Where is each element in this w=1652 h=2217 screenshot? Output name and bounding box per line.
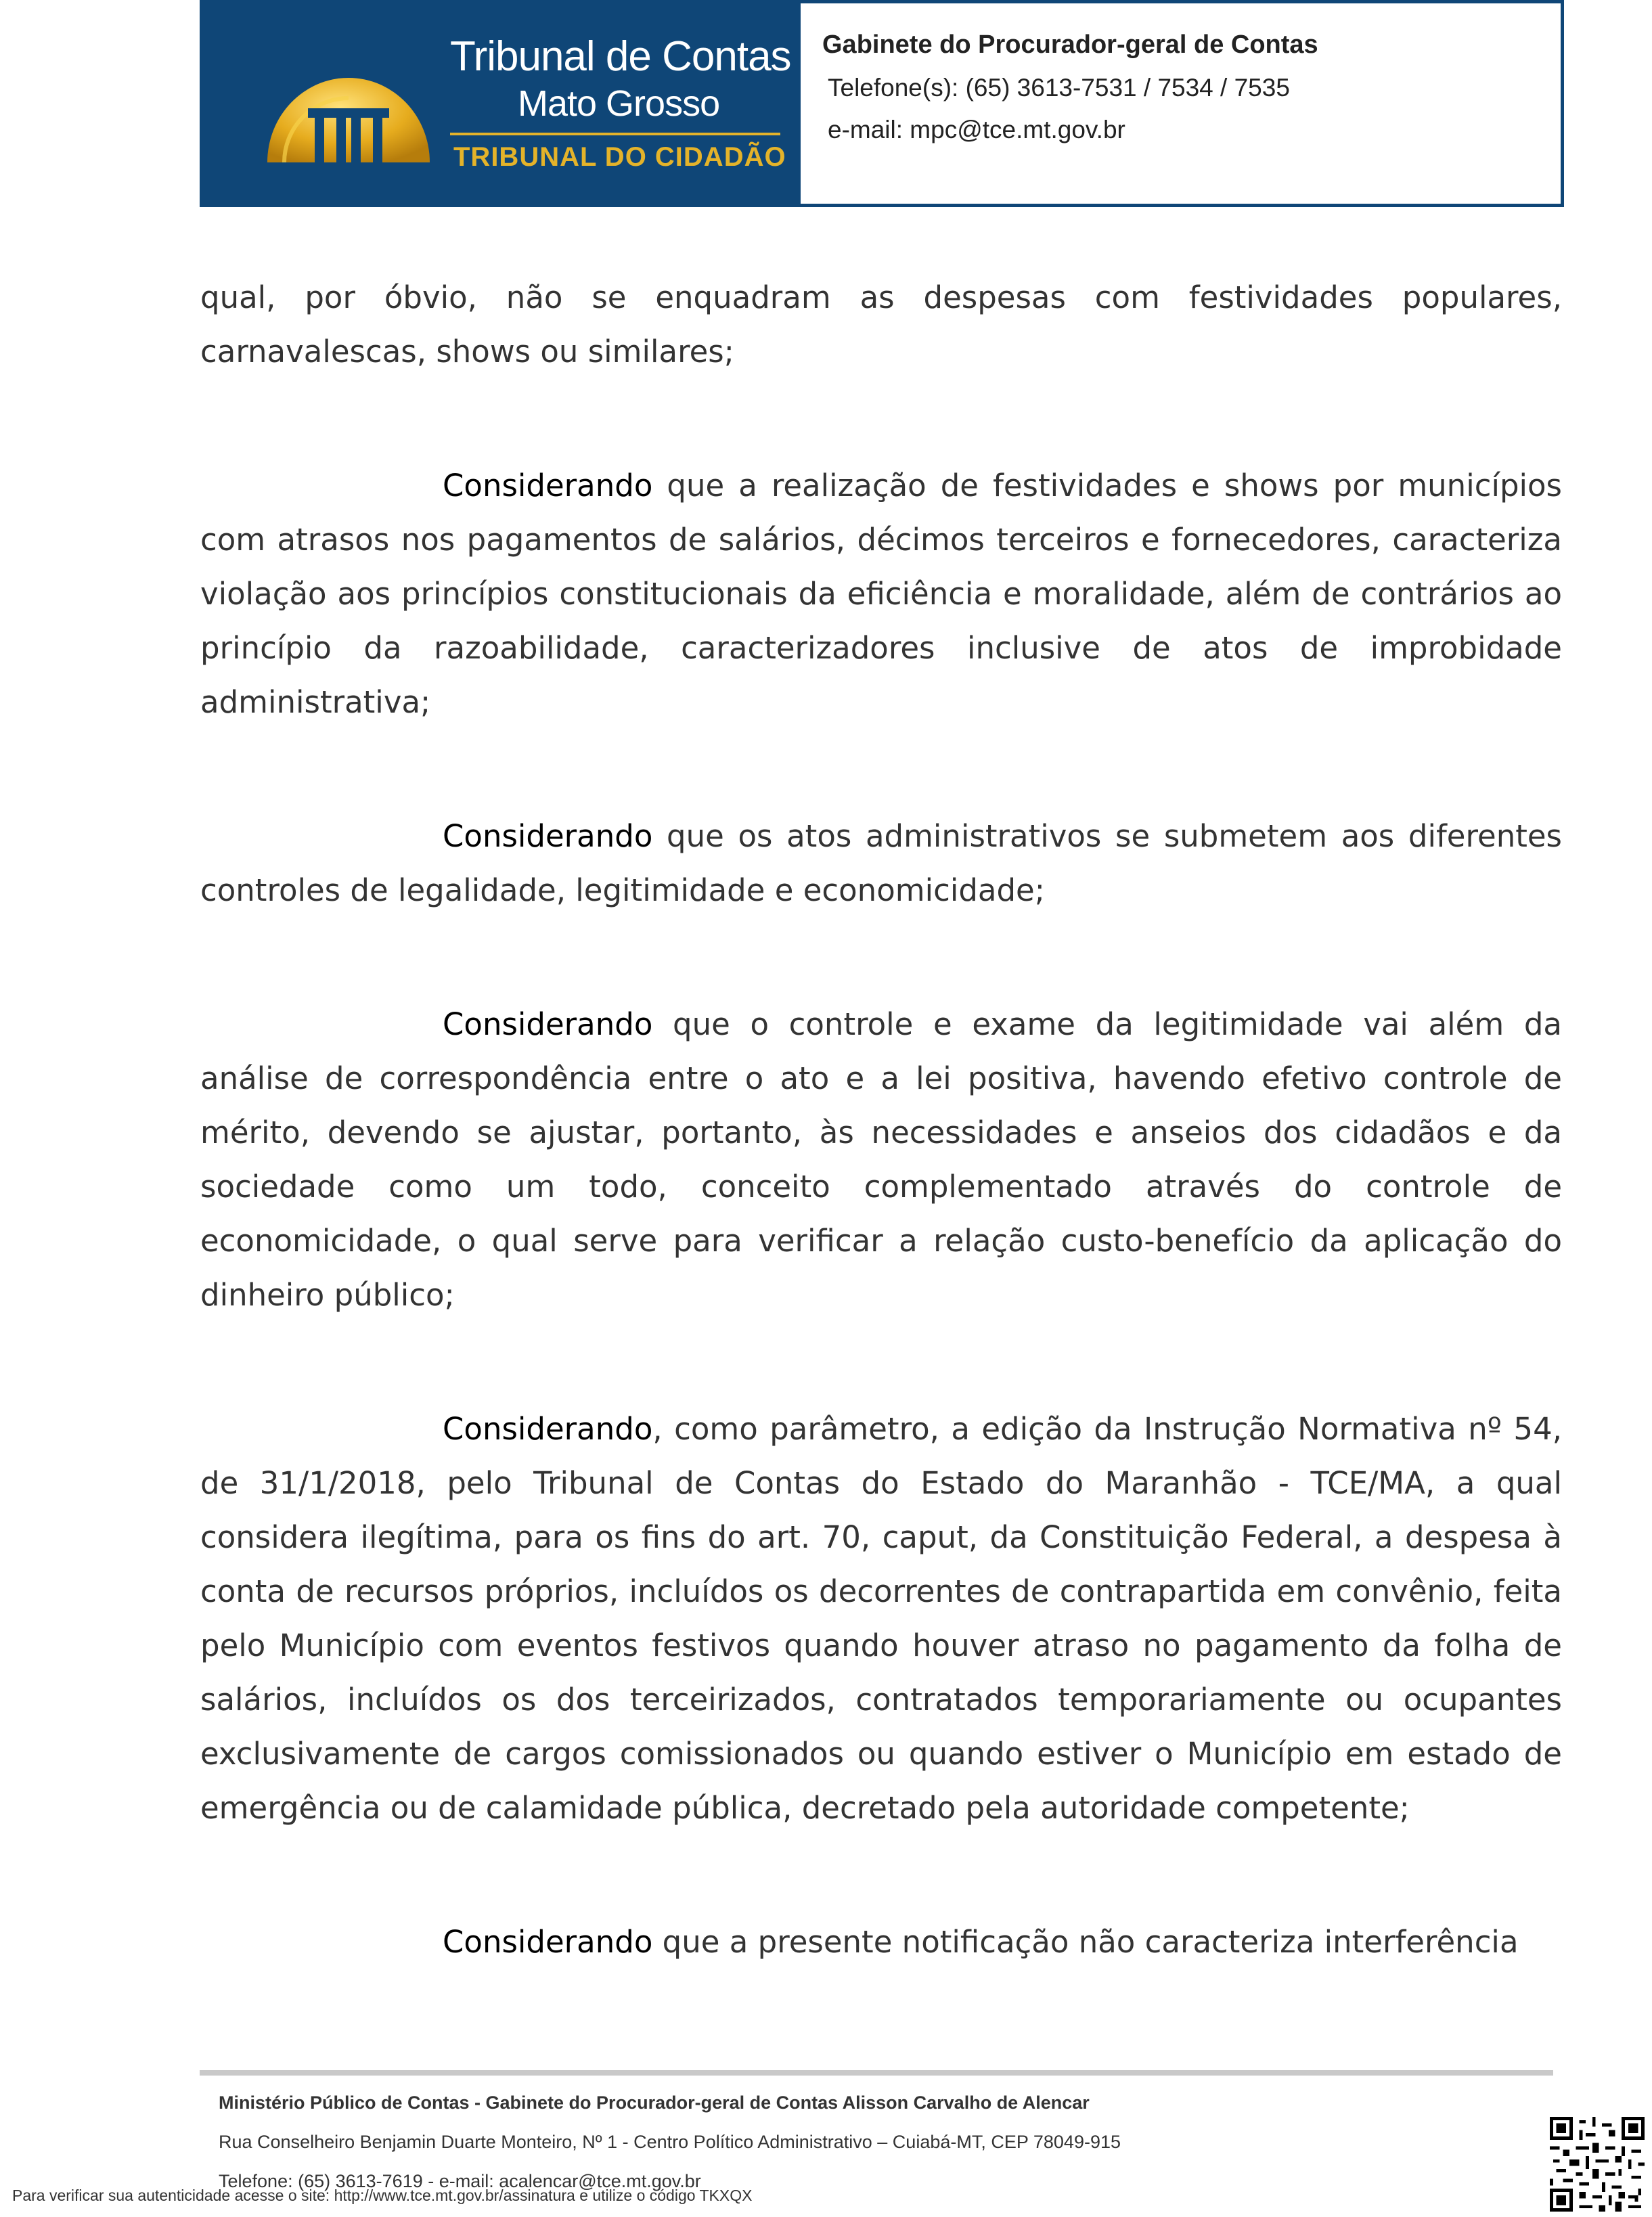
paragraph	[200, 998, 1562, 1322]
footer-divider	[200, 2070, 1553, 2076]
footer-address: Rua Conselheiro Benjamin Duarte Monteiro, Nº 1 - Centro Político Administrativo – Cuiabá-MT, CEP 78049-915	[219, 2132, 1121, 2152]
logo-slogan: TRIBUNAL DO CIDADÃO	[453, 142, 786, 172]
paragraph-keyword: Considerando	[443, 1411, 653, 1447]
paragraph-keyword: Considerando	[443, 1006, 653, 1042]
paragraph-keyword: Considerando	[443, 468, 653, 503]
footer-office: Ministério Público de Contas - Gabinete do Procurador-geral de Contas Alisson Carvalho de Alencar	[219, 2092, 1090, 2113]
paragraph	[200, 809, 1562, 918]
contact-title: Gabinete do Procurador-geral de Contas	[822, 30, 1318, 59]
paragraph-keyword: Considerando	[443, 1924, 653, 1960]
logo-divider	[450, 133, 780, 135]
letterhead	[200, 0, 1564, 207]
logo-title: Tribunal de Contas	[450, 33, 791, 80]
contact-email: e-mail: mpc@tce.mt.gov.br	[828, 116, 1125, 143]
paragraph	[200, 459, 1562, 730]
paragraph	[200, 1915, 1562, 1969]
intro-paragraph: qual, por óbvio, não se enquadram as despesas com festividades populares, carnavalescas, shows ou similares;	[200, 279, 1562, 370]
paragraph-keyword: Considerando	[443, 818, 653, 854]
qr-code-icon	[1550, 2117, 1645, 2212]
paragraph-text: que a realização de festividades e shows por municípios com atrasos nos pagamentos de salários, décimos terceiros e fornecedores, caracteriza violação aos princípios constitucionais da eficiência e moralidade, além de contrários ao princípio da razoabilidade, caracterizadores inclusive de atos de improbidade administrativa;	[200, 468, 1562, 720]
document-body	[200, 271, 1562, 1969]
contact-box	[801, 0, 1564, 207]
tce-dome-emblem-icon	[261, 27, 437, 173]
paragraph-text: que os atos administrativos se submetem aos diferentes controles de legalidade, legitimidade e economicidade;	[200, 818, 1562, 908]
paragraph	[200, 1402, 1562, 1835]
paragraph-text: que a presente notificação não caracteriza interferência	[652, 1924, 1519, 1960]
footer-phone: Telefone: (65) 3613-7619 - e-mail: acalencar@tce.mt.gov.br	[219, 2171, 701, 2191]
contact-phone: Telefone(s): (65) 3613-7531 / 7534 / 7535	[828, 74, 1290, 102]
paragraph-text: , como parâmetro, a edição da Instrução Normativa nº 54, de 31/1/2018, pelo Tribunal de Contas do Estado do Maranhão - TCE/MA, a qual considera ilegítima, para os fins do art. 70, caput, da Constituição Federal, a despesa à conta de recursos próprios, incluídos os decorrentes de contrapartida em convênio, feita pelo Município com eventos festivos quando houver atraso no pagamento da folha de salários, incluídos os dos terceirizados, contratados temporariamente ou ocupantes exclusivamente de cargos comissionados ou quando estiver o Município em estado de emergência ou de calamidade pública, decretado pela autoridade competente;	[200, 1411, 1562, 1826]
logo-subtitle: Mato Grosso	[518, 83, 720, 124]
tce-logo-banner	[200, 0, 801, 207]
paragraph-text: que o controle e exame da legitimidade vai além da análise de correspondência entre o ato e a lei positiva, havendo efetivo controle de mérito, devendo se ajustar, portanto, às necessidades e anseios dos cidadãos e da sociedade como um todo, conceito complementado através do controle de economicidade, o qual serve para verificar a relação custo-benefício da aplicação do dinheiro público;	[200, 1006, 1562, 1313]
verification-link-text[interactable]: Para verificar sua autenticidade acesse o site: http://www.tce.mt.gov.br/assinatura e utilize o código TKXQX	[12, 2187, 753, 2204]
